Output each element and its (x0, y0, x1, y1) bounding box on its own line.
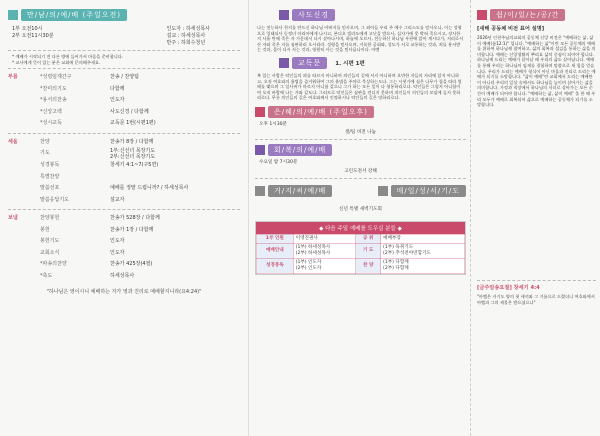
divider (8, 50, 240, 51)
second-service-time: 2부 오전11시30분 (12, 33, 54, 39)
sunday-morning-title: 만/남/의/예/배 (주일오전) (21, 9, 127, 21)
afternoon-service-time: 오후 1시30분 (259, 121, 287, 127)
service-item-value: 찬송가 528장 / 다함께 (110, 215, 160, 222)
reading-title: 교독문 (292, 57, 327, 69)
wednesday-service-header (255, 143, 466, 157)
wednesday-service-title: 회/복/의/예/배 (268, 144, 332, 156)
section-label: 보냄 (8, 215, 18, 222)
header-square-icon (8, 10, 18, 20)
creed-text: 나는 전능하사 천지를 만드신 하나님 아버지를 믿사오며, 그 외아들 우리 주 예수 그리스도를 믿사오니, 이는 성령으로 잉태되사 동정녀 마리아에게 나시고, 본디오 빌라도에게 고난을 받으사, 십자가에 못 박혀 죽으시고, 장사한 지 사흘 만에 죽은 자 가운데서 다시 살아나시며, 하늘에 오르사, 전능하신 하나님 우편에 앉아 계시다가, 저리로서 산 자와 죽은 자를 심판하러 오시리라. 성령을 믿사오며, 거룩한 공회와, 성도가 서로 교통하는 것과, 죄를 용서받는 것과, 몸이 다시 사는 것과, 영원히 사는 것을 믿사옵나이다. 아멘 (257, 25, 463, 53)
header-square-icon (255, 107, 265, 117)
table-cell: 예배부장 (381, 234, 465, 243)
section-label (8, 95, 40, 107)
section-label (8, 225, 40, 237)
preacher-role: 설교 : 하세성목사 (166, 33, 206, 39)
reading-header (279, 56, 466, 70)
creed-title: 사도신경 (292, 9, 335, 21)
divider (8, 68, 240, 69)
section-label (8, 160, 40, 172)
table-cell: 예배안내 (257, 243, 294, 258)
table-cell: 공 위 (356, 234, 381, 243)
wednesday-service-topic: 고린도전서 강해 (344, 168, 377, 174)
service-item-value: 창세기 4:1~7(구5면) (110, 162, 159, 169)
section-label (8, 248, 40, 260)
table-row (257, 258, 465, 273)
service-item-value: 인도자 (110, 238, 125, 245)
service-item-name: 특별찬양 (40, 173, 60, 180)
table-cell: 성경봉독 (257, 258, 294, 273)
accompanist-role: 반주 : 하희수청년 (166, 40, 206, 46)
notes (12, 54, 240, 65)
afternoon-service-topic: 셀/팀 비전 나눔 (344, 130, 377, 136)
service-item-value: 예배를 정말 드립니까? / 하세성목사 (110, 185, 189, 192)
reading-text: 복 있는 사람은 악인들의 꾀를 따르지 아니하며 죄인들의 길에 서지 아니하며 오만한 자들의 자리에 앉지 아니하고, 오직 여호와의 율법을 즐거워하여 그의 율법을 주야로 묵상하는도다. 그는 시냇가에 심은 나무가 철을 따라 열매를 맺으며 그 잎사귀가 마르지 아니함 같으니 그가 하는 모든 일이 다 형통하리로다. 악인들은 그렇지 아니함이여 오직 바람에 나는 겨와 같도다. 그러므로 악인들은 심판을 견디지 못하며 죄인들이 의인들의 모임에 들지 못하리로다. 무릇 의인들의 길은 여호와께서 인정하시나 악인들의 길은 망하리로다. (257, 72, 462, 101)
header-square-icon (255, 145, 265, 155)
service-item-value: 인도자 (110, 249, 125, 256)
service-item-value: 교독문 1번(시편1편) (110, 120, 156, 127)
dawn-service-title: 거/지/씨/예/배 (268, 185, 332, 197)
divider (8, 209, 240, 210)
service-section (8, 213, 240, 282)
service-item-name: 봉헌 (40, 226, 50, 233)
vision-subtitle: [새해 공동체 비전 표어 설명] (477, 26, 545, 32)
section-label (8, 84, 40, 96)
table-cell: (1부) 독취기도 (2부) 추석전야연합기도 (381, 243, 465, 258)
section-label (8, 107, 40, 119)
rest-space-header (477, 8, 596, 22)
service-item-value: 다함께 (110, 85, 125, 92)
daily-prayer-header (378, 184, 466, 198)
divider (8, 133, 240, 134)
section-label: 세움 (8, 138, 18, 145)
header-square-icon (279, 58, 289, 68)
service-item-name: 말씀선포 (40, 185, 60, 192)
table-row (257, 234, 465, 243)
service-item-name: 찬양봉헌 (40, 215, 60, 222)
note-item: * 예배가 시작되기 전 다른 방에 들어가서 마음을 준비합니다. (12, 54, 124, 59)
note-text: 교사에게 뜻이 있는 분은 교회에 문의해주세요. (15, 59, 101, 65)
creed-header (279, 8, 466, 22)
service-item-value: 하세성목사 (110, 272, 135, 279)
service-item-name: 봉헌기도 (40, 238, 60, 245)
rest-space-title: 쉼/이/있/는/공/간 (490, 9, 565, 21)
table-cell: 이영진권사 (293, 234, 356, 243)
table-cell: 기 도 (356, 243, 381, 258)
first-service-time: 1부 오전10시 (12, 26, 43, 32)
service-item-name: 기도 (40, 150, 50, 157)
afternoon-service-title: 은/혜/의/예/배 (주일오후) (268, 106, 374, 118)
section-label (8, 118, 40, 130)
header-square-icon (279, 10, 289, 20)
section-label (8, 271, 40, 283)
service-item-name: 교회소식 (40, 249, 60, 256)
service-section (8, 72, 240, 130)
section-label (8, 183, 40, 195)
sunday-morning-header (8, 8, 240, 22)
header-square-icon (477, 10, 487, 20)
note-text: 예배가 시작되기 전 다른 방에 들어가서 마음을 준비합니다. (15, 54, 124, 59)
service-item-value: 인도자 (110, 97, 125, 104)
daily-prayer-title: 매/일/성/서/기/도 (391, 185, 466, 197)
service-item-value: 1부:신선녀 목장기도 2부:신선녀 목장기도 (110, 148, 156, 161)
service-item-name: *용서의찬송 (40, 97, 67, 104)
service-item-name: *축도 (40, 272, 53, 279)
service-times (12, 26, 240, 47)
helpers-table-header: ◆ 다음 주일 예배를 도우실 분들 ◆ (256, 222, 465, 234)
service-item-value: 찬송가 8장 / 다함께 (110, 138, 154, 145)
wednesday-service-time: 수요일 밤 7시30분 (259, 160, 298, 166)
service-item-name: 말씀응답기도 (40, 196, 69, 203)
service-item-value: 찬송 / 찬양팀 (110, 74, 140, 81)
order-of-service (8, 72, 240, 282)
note-item: * 교사에게 뜻이 있는 분은 교회에 문의해주세요. (12, 59, 101, 65)
table-cell: (1부) 인도자 (2부) 인도자 (293, 258, 356, 273)
afternoon-service-header (255, 105, 466, 119)
service-item-name: *파송의찬양 (40, 261, 67, 268)
service-item-value: 찬송가 1장 / 다함께 (110, 226, 154, 233)
header-square-icon (378, 186, 388, 196)
service-item-name: 찬양 (40, 138, 50, 145)
section-label (8, 236, 40, 248)
section-label (8, 259, 40, 271)
column-creed-and-services (248, 0, 470, 436)
table-cell: (1부) 하세성목사 (2부) 하세성목사 (293, 243, 356, 258)
memory-verse-title: [금주암송요절] 창세기 4:4 (477, 285, 540, 291)
service-item-name: *성시교독 (40, 120, 62, 127)
service-item-name: *성령임재간구 (40, 74, 72, 81)
service-item-value: 사도신경 / 다함께 (110, 108, 149, 115)
service-item-value: 찬송가 425장(4절) (110, 261, 153, 268)
helpers-table-box (255, 221, 466, 275)
service-item-value: 설교자 (110, 196, 125, 203)
scripture-quote: "하나님은 영이시니 예배하는 자가 영과 진리로 예배할지니라(요4:24)" (46, 289, 202, 296)
column-rest-space (470, 0, 600, 436)
section-label (8, 172, 40, 184)
memory-verse-text: "아벨은 자기도 양의 첫 새끼와 그 기름으로 드렸더니 여호와께서 아벨과 그의 제물은 받으셨으나" (477, 294, 595, 305)
dawn-service-header (255, 184, 332, 198)
dawn-service-topic: 신년 특별 새벽기도회 (339, 206, 382, 212)
section-label (8, 148, 40, 160)
dawn-and-prayer-headers (255, 182, 466, 201)
table-row (257, 243, 465, 258)
section-label: 부름 (8, 74, 18, 81)
divider (477, 280, 596, 281)
header-square-icon (255, 186, 265, 196)
table-cell: 찬 양 (356, 258, 381, 273)
column-sunday-service (0, 0, 248, 436)
helpers-table (256, 234, 465, 274)
divider (255, 139, 466, 140)
helpers-table-title: 다음 주일 예배를 도우실 분들 (325, 225, 396, 232)
section-label (8, 195, 40, 207)
divider (255, 178, 466, 179)
service-section (8, 137, 240, 207)
reading-reference: 1. 시편 1편 (335, 60, 365, 67)
table-cell: (1부) 다함께 (2부) 다함께 (381, 258, 465, 273)
table-cell: 1부 인원 (257, 234, 294, 243)
service-item-value (110, 172, 240, 184)
vision-body: 2026년 인천주님의교회의 공동체 신앙 비전은 "예배하는 삶, 삶이 예배(롬12:1)" 입니다. "예배하는 삶"이란 모든 공동체의 예배를 위하여 하나님께 참여하고, 삶의 회복과 섬김을 통하는 삶을 의미합니다. 예배는 신앙생활의 뿌리요 삶의 중심이 되어야 합니다. 하나님께 드리는 예배가 살아날 때 우리의 삶도 살아납니다. 예배를 통해 우리는 하나님의 임재를 경험하며 말씀으로 새 힘을 얻습니다. 우리가 드리는 예배가 형식이 아닌 마음과 진리로 드리는 예배가 되기를 소망합니다. "삶이 예배"란 교회에서 드리는 예배만이 아니라 우리의 일상 속에서도 하나님을 높이며 살아가는 삶을 의미합니다. 가정과 직장에서 하나님의 자녀로 살아가는 모든 순간이 예배가 되어야 합니다. "예배하는 삶, 삶이 예배" 올 한 해 우리 모두가 예배로 회복되어 삶으로 예배하는 공동체가 되기를 소망합니다. (477, 35, 596, 108)
service-item-name: 성경봉독 (40, 162, 60, 169)
leader-role: 인도자 : 하세성목사 (166, 26, 210, 32)
service-item-name: *찬미의기도 (40, 85, 67, 92)
service-item-name: *신앙고백 (40, 108, 62, 115)
